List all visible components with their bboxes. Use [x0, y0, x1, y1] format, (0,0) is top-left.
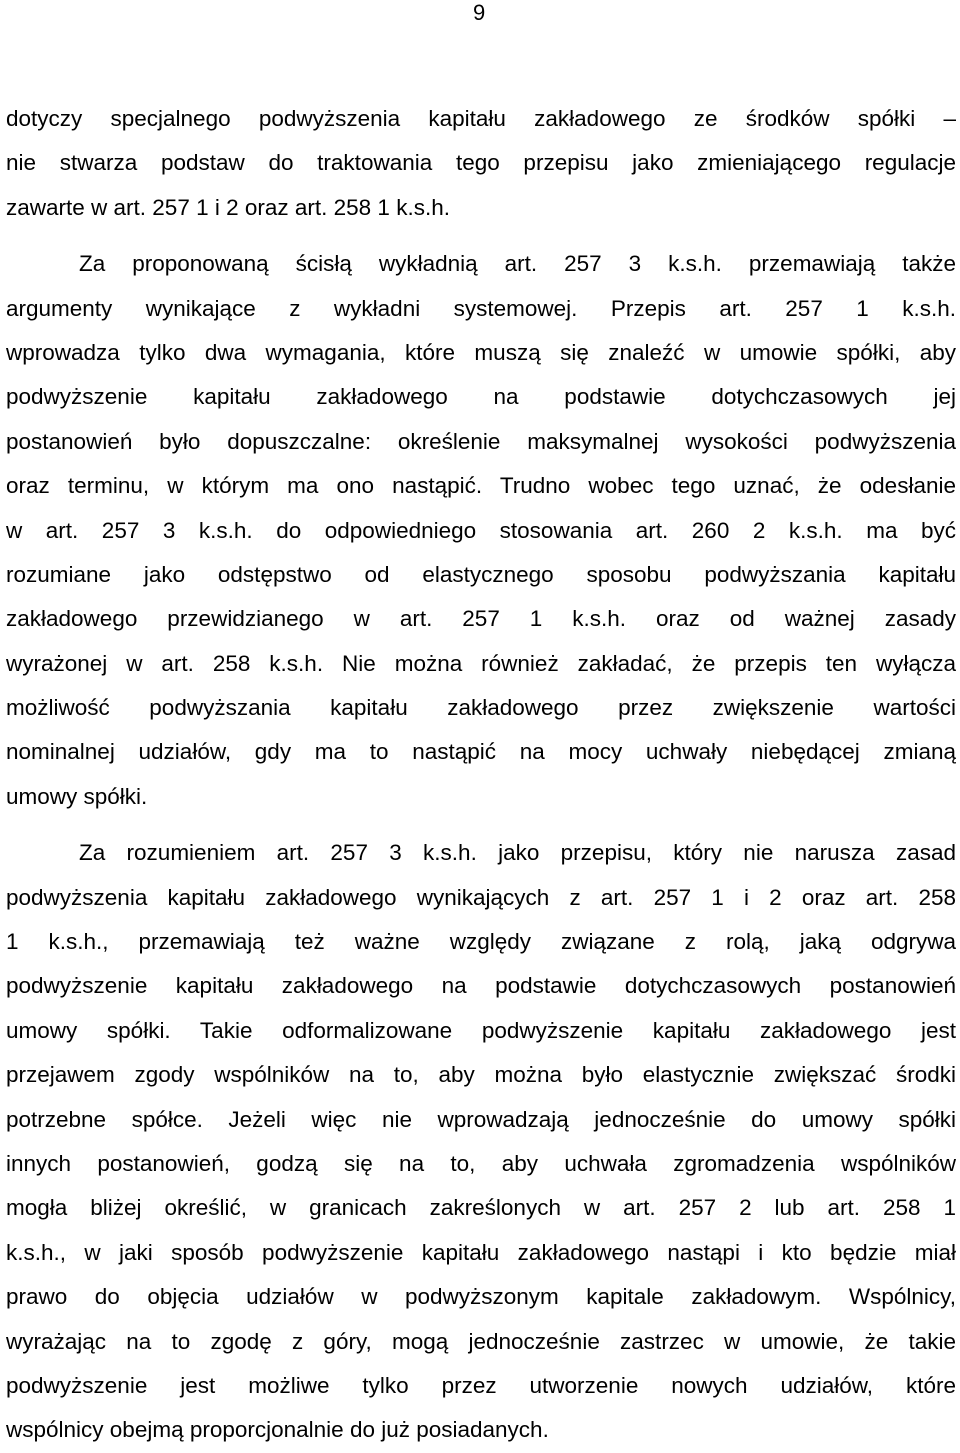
page-number: 9	[473, 0, 486, 25]
text-line: mogła bliżej określić, w granicach zakreślonych w art. 257 2 lub art. 258 1	[6, 1195, 956, 1221]
text-line: podwyższenie kapitału zakładowego na podstawie dotychczasowych postanowień	[6, 973, 956, 999]
text-line: wyrażonej w art. 258 k.s.h. Nie można również zakładać, że przepis ten wyłącza	[6, 650, 956, 676]
text-line: możliwość podwyższania kapitału zakładowego przez zwiększenie wartości	[6, 695, 956, 721]
text-line: oraz terminu, w którym ma ono nastąpić. Trudno wobec tego uznać, że odesłanie	[6, 473, 956, 499]
text-line: zawarte w art. 257 1 i 2 oraz art. 258 1 k.s.h.	[6, 194, 450, 220]
paragraph	[6, 831, 956, 1452]
paragraph	[6, 97, 956, 230]
text-line: umowy spółki. Takie odformalizowane podwyższenie kapitału zakładowego jest	[6, 1017, 956, 1043]
text-line: podwyższenie kapitału zakładowego na podstawie dotychczasowych jej	[6, 384, 956, 410]
text-line: w art. 257 3 k.s.h. do odpowiedniego stosowania art. 260 2 k.s.h. ma być	[6, 517, 956, 543]
text-line: potrzebne spółce. Jeżeli więc nie wprowadzają jednocześnie do umowy spółki	[6, 1106, 956, 1132]
text-line: rozumiane jako odstępstwo od elastycznego sposobu podwyższania kapitału	[6, 561, 956, 587]
text-line: Za proponowaną ścisłą wykładnią art. 257 3 k.s.h. przemawiają także	[79, 251, 956, 277]
paragraph-spacer	[6, 230, 956, 242]
text-line: wyrażając na to zgodę z góry, mogą jednocześnie zastrzec w umowie, że takie	[6, 1328, 956, 1354]
text-line: innych postanowień, godzą się na to, aby uchwała zgromadzenia wspólników	[6, 1150, 956, 1176]
text-line: 1 k.s.h., przemawiają też ważne względy związane z rolą, jaką odgrywa	[6, 929, 956, 955]
paragraph-spacer	[6, 819, 956, 831]
text-line: nominalnej udziałów, gdy ma to nastąpić na mocy uchwały niebędącej zmianą	[6, 739, 956, 765]
text-line: k.s.h., w jaki sposób podwyższenie kapitału zakładowego nastąpi i kto będzie miał	[6, 1239, 956, 1265]
text-line: argumenty wynikające z wykładni systemowej. Przepis art. 257 1 k.s.h.	[6, 295, 956, 321]
text-line: prawo do objęcia udziałów w podwyższonym kapitale zakładowym. Wspólnicy,	[6, 1284, 956, 1310]
text-line: zakładowego przewidzianego w art. 257 1 k.s.h. oraz od ważnej zasady	[6, 606, 956, 632]
text-line: przejawem zgody wspólników na to, aby można było elastycznie zwiększać środki	[6, 1062, 956, 1088]
text-line: podwyższenie jest możliwe tylko przez utworzenie nowych udziałów, które	[6, 1372, 956, 1398]
text-line: dotyczy specjalnego podwyższenia kapitału zakładowego ze środków spółki –	[6, 106, 956, 131]
text-line: wspólnicy obejmą proporcjonalnie do już posiadanych.	[6, 1417, 549, 1443]
paragraph	[6, 242, 956, 819]
text-line: postanowień było dopuszczalne: określenie maksymalnej wysokości podwyższenia	[6, 428, 956, 454]
text-line: podwyższenia kapitału zakładowego wynikających z art. 257 1 i 2 oraz art. 258	[6, 884, 956, 910]
text-line: wprowadza tylko dwa wymagania, które muszą się znaleźć w umowie spółki, aby	[6, 339, 956, 365]
text-line: umowy spółki.	[6, 783, 148, 809]
text-line: nie stwarza podstaw do traktowania tego przepisu jako zmieniającego regulacje	[6, 150, 956, 176]
text-line: Za rozumieniem art. 257 3 k.s.h. jako przepisu, który nie narusza zasad	[79, 840, 956, 866]
document-body	[6, 97, 956, 1453]
